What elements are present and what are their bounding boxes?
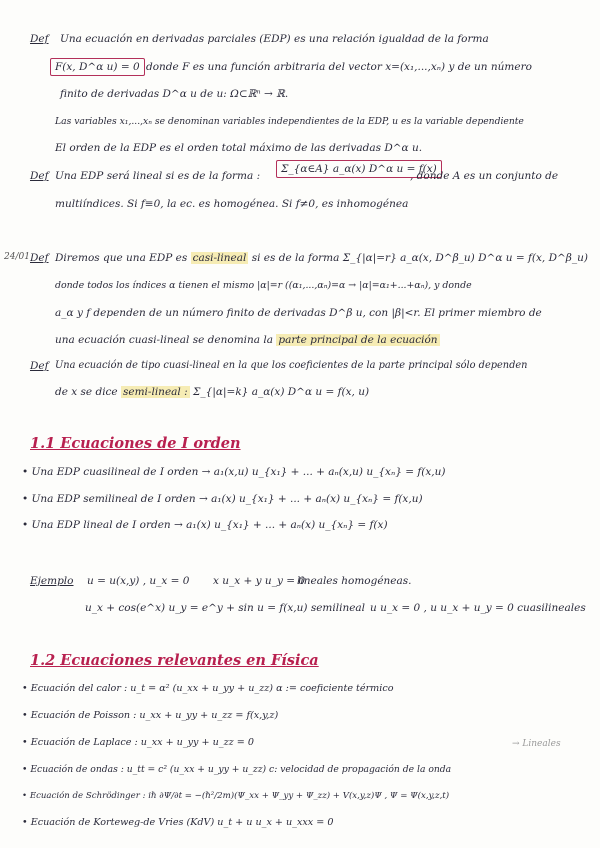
example-line1a: u = u(x,y) , u_x = 0 xyxy=(87,575,190,587)
section2-item-3: • Ecuación de Laplace : u_xx + u_yy + u_zz = 0 xyxy=(22,737,254,748)
example-line1c: lineales homogéneas. xyxy=(297,575,412,587)
def-label-1: Def xyxy=(30,33,49,45)
section-2-title: 1.2 Ecuaciones relevantes en Física xyxy=(30,652,319,669)
def1-line5: El orden de la EDP es el orden total máximo de las derivadas D^α u. xyxy=(55,142,423,154)
def1-formula-box: F(x, D^α u) = 0 xyxy=(50,58,145,76)
def2-line2: multiíndices. Si f≡0, la ec. es homogénea. Si f≠0, es inhomogénea xyxy=(55,198,409,210)
def3-line4a: una ecuación cuasi-lineal se denomina la xyxy=(55,334,273,346)
section2-item-5: • Ecuación de Schrödinger : iℏ ∂Ψ/∂t = −(ℏ²/2m)(Ψ_xx + Ψ_yy + Ψ_zz) + V(x,y,z)Ψ , Ψ = Ψ(x,y,z,t) xyxy=(22,791,450,801)
def2-line1b: , donde A es un conjunto de xyxy=(410,170,559,182)
section-1-title: 1.1 Ecuaciones de I orden xyxy=(30,435,241,452)
def1-line4: Las variables x₁,...,xₙ se denominan variables independientes de la EDP, u es la variable dependiente xyxy=(55,116,524,127)
def-label-3: Def xyxy=(30,252,49,264)
example-line1b: x u_x + y u_y = 0 xyxy=(213,575,306,587)
def1-line3: finito de derivadas D^α u de u: Ω⊂ℝⁿ → ℝ. xyxy=(60,88,289,100)
def2-line1a: Una EDP será lineal si es de la forma : xyxy=(55,170,261,182)
def1-line1: Una ecuación en derivadas parciales (EDP) es una relación igualdad de la forma xyxy=(60,33,489,45)
section2-item-2: • Ecuación de Poisson : u_xx + u_yy + u_zz = f(x,y,z) xyxy=(22,710,279,721)
section1-item-2: • Una EDP semilineal de I orden → a₁(x) u_{x₁} + ... + aₙ(x) u_{xₙ} = f(x,u) xyxy=(22,493,423,505)
def4-line2a: de x se dice xyxy=(55,386,118,398)
def3-line3: a_α y f dependen de un número finito de derivadas D^β u, con |β|<r. El primer miembro de xyxy=(55,307,542,319)
highlight-casi-lineal: casi-lineal xyxy=(192,252,247,264)
def1-line2: donde F es una función arbitraria del vector x=(x₁,...,xₙ) y de un número xyxy=(146,61,532,73)
example-line2a: u_x + cos(e^x) u_y = e^y + sin u = f(x,u) semilineal xyxy=(85,602,366,614)
highlight-semi-lineal: semi-lineal : xyxy=(123,386,188,398)
def3-line2: donde todos los índices α tienen el mismo |α|=r ((α₁,...,αₙ)=α → |α|=α₁+...+αₙ), y donde xyxy=(55,280,472,291)
def3-line1 xyxy=(55,252,588,264)
section2-item-1: • Ecuación del calor : u_t = α² (u_xx + u_yy + u_zz) α := coeficiente térmico xyxy=(22,683,394,694)
def3-line1b: si es de la forma Σ_{|α|=r} a_α(x, D^β_u) D^α u = f(x, D^β_u) xyxy=(251,252,588,264)
example-line2b: u u_x = 0 , u u_x + u_y = 0 cuasilineales xyxy=(370,602,586,614)
def3-line4 xyxy=(55,334,440,346)
date-note: 24/01 xyxy=(4,252,30,262)
example-label: Ejemplo xyxy=(30,575,74,587)
section1-item-3: • Una EDP lineal de I orden → a₁(x) u_{x₁} + ... + aₙ(x) u_{xₙ} = f(x) xyxy=(22,519,388,531)
def-label-2: Def xyxy=(30,170,49,182)
lineales-side-note: → Lineales xyxy=(512,739,561,749)
def2-formula-box: Σ_{α∈A} a_α(x) D^α u = f(x) xyxy=(276,160,442,178)
def4-line2b: Σ_{|α|=k} a_α(x) D^α u = f(x, u) xyxy=(193,386,370,398)
section2-item-4: • Ecuación de ondas : u_tt = c² (u_xx + u_yy + u_zz) c: velocidad de propagación de la onda xyxy=(22,764,452,775)
def4-line1: Una ecuación de tipo cuasi-lineal en la que los coeficientes de la parte principal sólo dependen xyxy=(55,360,528,371)
section2-item-6: • Ecuación de Korteweg-de Vries (KdV) u_t + u u_x + u_xxx = 0 xyxy=(22,817,334,828)
def3-line1a: Diremos que una EDP es xyxy=(55,252,188,264)
def-label-4: Def xyxy=(30,360,49,372)
section1-item-1: • Una EDP cuasilineal de I orden → a₁(x,u) u_{x₁} + ... + aₙ(x,u) u_{xₙ} = f(x,u) xyxy=(22,466,446,478)
def4-line2 xyxy=(55,386,369,398)
highlight-parte-principal: parte principal de la ecuación xyxy=(278,334,438,346)
